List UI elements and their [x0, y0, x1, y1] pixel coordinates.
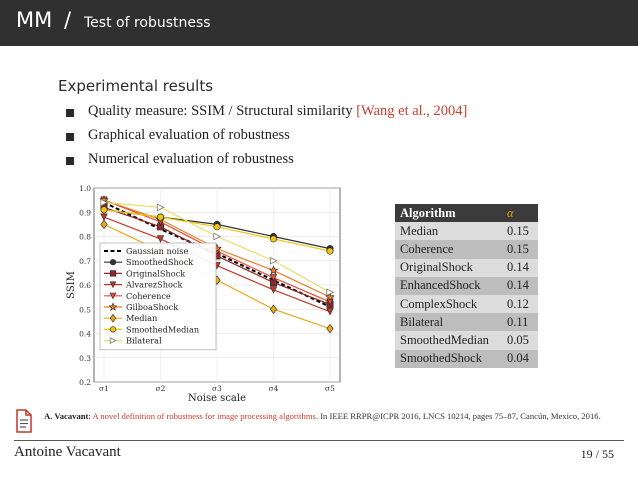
reference-author: A. Vacavant: [44, 411, 89, 421]
legend-label: SmoothedShock: [126, 257, 194, 268]
table-header-alpha: α: [502, 204, 538, 222]
y-tick-label: 0.9: [79, 208, 91, 218]
legend-marker: [110, 259, 116, 265]
algorithm-table: [395, 204, 538, 368]
y-tick-label: 0.8: [79, 232, 91, 242]
table-row: [395, 222, 538, 240]
table-cell-alpha: 0.15: [502, 240, 538, 258]
footer-divider: [14, 440, 624, 441]
ssim-chart: [58, 180, 354, 402]
table-cell-algorithm: Bilateral: [395, 313, 502, 331]
legend-marker: [110, 271, 116, 277]
table-cell-algorithm: SmoothedShock: [395, 350, 502, 368]
slide-header: [0, 0, 638, 46]
table-cell-alpha: 0.11: [502, 313, 538, 331]
reference-details: In IEEE RRPR@ICPR 2016, LNCS 10214, pages 75–87, Cancún, Mexico, 2016.: [318, 411, 601, 421]
header-subtitle: Test of robustness: [84, 15, 211, 31]
data-point: [157, 214, 163, 220]
table-row: [395, 240, 538, 258]
table-header-row: [395, 204, 538, 222]
table-cell-algorithm: OriginalShock: [395, 259, 502, 277]
x-tick-label: σ4: [268, 384, 279, 393]
bullet-text: Graphical evaluation of robustness: [88, 127, 290, 143]
legend-label: AlvarezShock: [126, 279, 183, 290]
y-tick-label: 0.2: [79, 378, 91, 387]
table-cell-algorithm: Median: [395, 222, 502, 240]
legend-label: OriginalShock: [126, 268, 186, 279]
y-tick-label: 0.6: [79, 281, 91, 290]
bullet-square-icon: [66, 133, 74, 141]
bullet-item: [66, 103, 467, 127]
table-cell-algorithm: EnhancedShock: [395, 277, 502, 295]
bullet-list: [66, 103, 467, 175]
x-tick-label: σ5: [325, 384, 335, 393]
y-tick-label: 0.5: [79, 305, 91, 315]
table-cell-algorithm: ComplexShock: [395, 295, 502, 313]
data-point: [270, 236, 276, 242]
bullet-text: Quality measure: SSIM / Structural similarity: [88, 103, 357, 119]
page-number: 19 / 55: [580, 447, 614, 461]
table-row: [395, 259, 538, 277]
x-tick-label: σ2: [155, 384, 166, 393]
table-cell-alpha: 0.04: [502, 350, 538, 368]
header-separator: /: [64, 8, 72, 32]
legend-label: SmoothedMedian: [126, 324, 200, 335]
data-point: [101, 207, 107, 213]
bullet-item: [66, 151, 467, 175]
table-row: [395, 313, 538, 331]
table-cell-alpha: 0.15: [502, 222, 538, 240]
y-tick-label: 0.7: [79, 256, 91, 266]
y-axis-label: SSIM: [66, 271, 77, 299]
table-cell-alpha: 0.14: [502, 259, 538, 277]
bullet-square-icon: [66, 157, 74, 165]
x-axis-label: Noise scale: [187, 393, 247, 402]
footer-author: Antoine Vacavant: [14, 444, 121, 460]
header-title: MM: [16, 8, 53, 32]
table-row: [395, 277, 538, 295]
legend-label: Bilateral: [126, 335, 162, 346]
table-row: [395, 331, 538, 349]
reference-text: A. Vacavant: A novel definition of robustness for image processing algorithms. In IEEE RRPR@ICPR 2016, LNCS 10214, pages 75–87, Cancún, Mexico, 2016.: [44, 411, 601, 421]
table-cell-alpha: 0.05: [502, 331, 538, 349]
citation-link[interactable]: [Wang et al., 2004]: [356, 103, 468, 119]
reference-title[interactable]: A novel definition of robustness for image processing algorithms.: [92, 411, 319, 421]
table-row: [395, 350, 538, 368]
legend-label: Gaussian noise: [126, 246, 189, 256]
section-title: Experimental results: [58, 77, 214, 95]
legend-label: Coherence: [126, 290, 171, 301]
data-point: [214, 224, 220, 230]
x-tick-label: σ3: [212, 384, 222, 393]
table-cell-algorithm: SmoothedMedian: [395, 331, 502, 349]
table-cell-alpha: 0.12: [502, 295, 538, 313]
bullet-text: Numerical evaluation of robustness: [88, 151, 294, 167]
data-point: [327, 248, 333, 254]
y-tick-label: 0.4: [79, 329, 91, 339]
legend-label: GilboaShock: [126, 302, 179, 312]
y-tick-label: 0.3: [79, 353, 91, 363]
table-cell-alpha: 0.14: [502, 277, 538, 295]
table-header-algorithm: Algorithm: [395, 204, 502, 222]
legend-marker: [110, 327, 116, 333]
y-tick-label: 1.0: [79, 184, 91, 193]
table-row: [395, 295, 538, 313]
table-cell-algorithm: Coherence: [395, 240, 502, 258]
document-icon: [14, 409, 34, 433]
bullet-square-icon: [66, 109, 74, 117]
x-tick-label: σ1: [99, 384, 109, 393]
legend-label: Median: [126, 313, 158, 324]
bullet-item: [66, 127, 467, 151]
